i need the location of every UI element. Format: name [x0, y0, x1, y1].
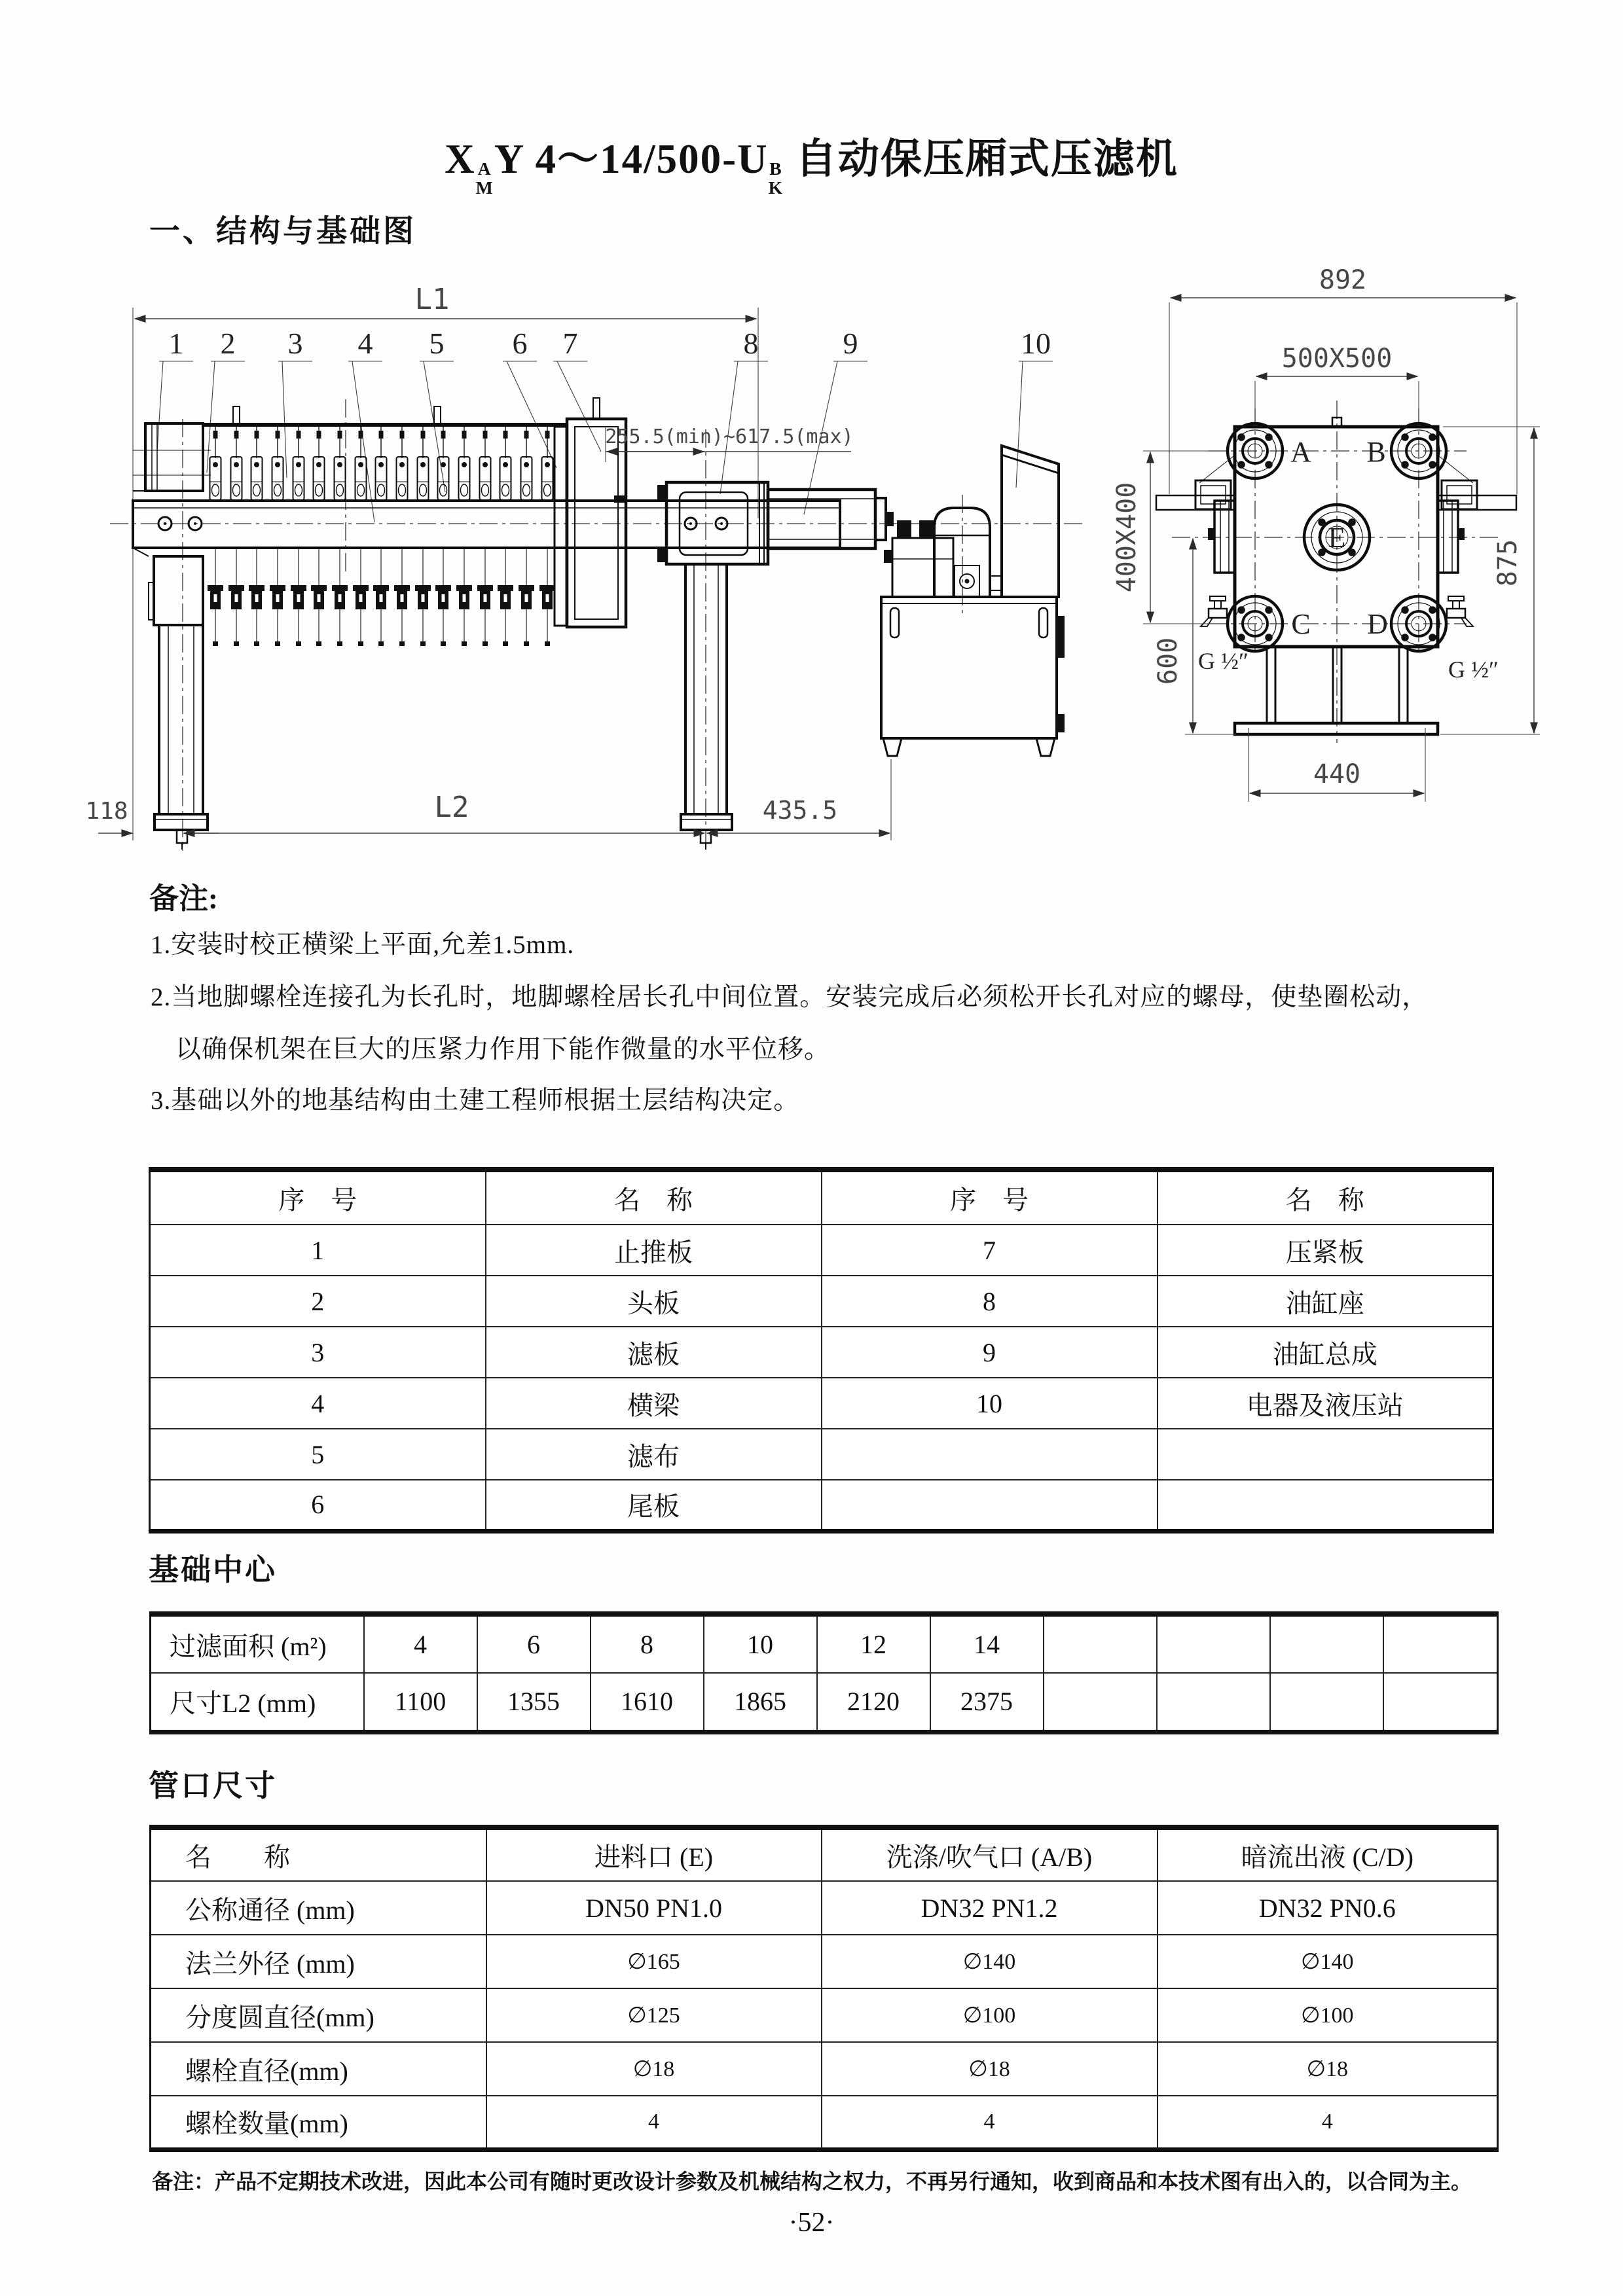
parts-row — [150, 1276, 1493, 1327]
cell: 4 — [364, 1614, 477, 1673]
hydraulic-station — [881, 446, 1065, 756]
cell: 4 — [1158, 2096, 1498, 2149]
page-title — [0, 126, 1623, 198]
side-view — [85, 283, 1087, 851]
tank-door-handle — [1039, 608, 1048, 637]
section-heading: 一、结构与基础图 — [149, 215, 416, 249]
col-header: 暗流出液 (C/D) — [1158, 1827, 1498, 1881]
note-1: 1.安装时校正横梁上平面,允差1.5mm. — [151, 931, 575, 959]
cell: 10 — [704, 1614, 817, 1673]
foundation-table — [149, 1611, 1499, 1734]
cell: 1355 — [477, 1673, 591, 1732]
parts-row — [150, 1327, 1493, 1378]
title-stack-2: B K — [768, 158, 784, 198]
cell: 尾板 — [486, 1480, 822, 1531]
parts-row — [150, 1225, 1493, 1276]
cell — [1383, 1614, 1498, 1673]
cell: 1610 — [591, 1673, 704, 1732]
pipes-header-row — [151, 1827, 1498, 1881]
cell — [1157, 1673, 1270, 1732]
parts-row — [150, 1378, 1493, 1429]
dim-118: 118 — [85, 798, 128, 825]
foundation-legs — [1235, 647, 1438, 734]
cell: 1 — [150, 1225, 486, 1276]
title-model-mid: Y 4～14/500-U — [494, 136, 769, 182]
foundation-view — [1112, 265, 1540, 802]
dim-500x500: 500X500 — [1281, 344, 1393, 374]
cell: 横梁 — [486, 1378, 822, 1429]
cell: 头板 — [486, 1276, 822, 1327]
row-label: 公称通径 (mm) — [151, 1881, 486, 1935]
cell: 4 — [150, 1378, 486, 1429]
row-label: 螺栓数量(mm) — [151, 2096, 486, 2149]
cell: DN32 PN1.2 — [822, 1881, 1158, 1935]
front-leg — [155, 625, 208, 850]
foundation-row — [151, 1614, 1498, 1673]
svg-text:8: 8 — [743, 327, 759, 360]
dim-600: 600 — [1153, 637, 1183, 685]
col-header: 进料口 (E) — [486, 1827, 822, 1881]
dim-400x400: 400X400 — [1112, 482, 1142, 593]
rear-leg — [681, 564, 732, 850]
svg-text:6: 6 — [512, 327, 528, 360]
cell: 8 — [822, 1276, 1158, 1327]
cell — [1158, 1480, 1493, 1531]
cell: 12 — [817, 1614, 930, 1673]
svg-text:255.5(min)~617.5(max): 255.5(min)~617.5(max) — [605, 425, 854, 448]
cell: ∅18 — [1158, 2042, 1498, 2096]
parts-row — [150, 1429, 1493, 1480]
svg-text:7: 7 — [562, 327, 578, 360]
cell: 2375 — [930, 1673, 1044, 1732]
col-header: 序 号 — [150, 1170, 486, 1225]
row-label: 分度圆直径(mm) — [151, 1988, 486, 2042]
flange-label-C: C — [1291, 608, 1311, 640]
col-header: 洗涤/吹气口 (A/B) — [822, 1827, 1158, 1881]
g-half-left: G ½″ — [1198, 648, 1249, 674]
cell: 电器及液压站 — [1158, 1378, 1493, 1429]
title-model-x: X — [445, 136, 476, 182]
cell: DN32 PN0.6 — [1158, 1881, 1498, 1935]
structure-foundation-drawing — [0, 242, 1623, 880]
cell: ∅125 — [486, 1988, 822, 2042]
cell: 止推板 — [486, 1225, 822, 1276]
cell: 滤板 — [486, 1327, 822, 1378]
pipes-heading: 管口尺寸 — [149, 1769, 277, 1803]
dim-L1-text: L1 — [414, 283, 450, 316]
row-label: 尺寸L2 (mm) — [151, 1673, 364, 1732]
filter-cloths — [208, 548, 555, 646]
cell: ∅100 — [822, 1988, 1158, 2042]
cell — [1383, 1673, 1498, 1732]
col-header: 名 称 — [486, 1170, 822, 1225]
cell: ∅165 — [486, 1935, 822, 1988]
dim-L2: L2 — [434, 791, 469, 824]
row-label: 过滤面积 (m²) — [151, 1614, 364, 1673]
cell: 7 — [822, 1225, 1158, 1276]
cell — [822, 1480, 1158, 1531]
dim-875: 875 — [1493, 539, 1523, 587]
cell: 油缸座 — [1158, 1276, 1493, 1327]
cell: ∅18 — [486, 2042, 822, 2096]
cell: ∅18 — [822, 2042, 1158, 2096]
cell: 9 — [822, 1327, 1158, 1378]
col-header: 名 称 — [151, 1827, 486, 1881]
cell: 油缸总成 — [1158, 1327, 1493, 1378]
cell: ∅100 — [1158, 1988, 1498, 2042]
motor — [934, 508, 990, 597]
page-number: ·52· — [788, 2208, 835, 2238]
dim-435: 435.5 — [762, 796, 838, 825]
cell: 6 — [150, 1480, 486, 1531]
flange-label-A: A — [1290, 436, 1311, 468]
pipes-row — [151, 2042, 1498, 2096]
pipes-table — [149, 1825, 1499, 2152]
cell: 8 — [591, 1614, 704, 1673]
note-3: 3.基础以外的地基结构由土建工程师根据土层结构决定。 — [151, 1086, 800, 1115]
row-label: 螺栓直径(mm) — [151, 2042, 486, 2096]
svg-text:5: 5 — [429, 327, 445, 360]
footer-disclaimer: 备注：产品不定期技术改进，因此本公司有随时更改设计参数及机械结构之权力，不再另行通知，收到商品和本技术图有出入的，以合同为主。 — [152, 2170, 1472, 2193]
cell: 滤布 — [486, 1429, 822, 1480]
flange-label-D: D — [1367, 608, 1388, 640]
control-cabinet — [1002, 446, 1059, 597]
cell: 2120 — [817, 1673, 930, 1732]
g-half-right: G ½″ — [1448, 656, 1499, 683]
cell: 3 — [150, 1327, 486, 1378]
parts-header-row — [150, 1170, 1493, 1225]
cell: 1865 — [704, 1673, 817, 1732]
tail-plate — [555, 427, 566, 626]
cell — [822, 1429, 1158, 1480]
cell: 6 — [477, 1614, 591, 1673]
pipes-row — [151, 2096, 1498, 2149]
cell — [1270, 1673, 1383, 1732]
hydraulic-cylinder — [768, 490, 894, 548]
cell: ∅140 — [822, 1935, 1158, 1988]
foundation-heading: 基础中心 — [149, 1553, 277, 1587]
cell: 14 — [930, 1614, 1044, 1673]
note-2: 2.当地脚螺栓连接孔为长孔时，地脚螺栓居长孔中间位置。安装完成后必须松开长孔对应的螺母，使垫圈松动， — [151, 983, 1429, 1011]
foundation-dims — [1112, 265, 1540, 802]
foundation-row — [151, 1673, 1498, 1732]
dim-892: 892 — [1319, 265, 1367, 295]
title-stack-1: A M — [475, 158, 494, 198]
parts-table — [149, 1167, 1494, 1534]
cell — [1157, 1614, 1270, 1673]
cell: 4 — [486, 2096, 822, 2149]
cell: 压紧板 — [1158, 1225, 1493, 1276]
svg-text:9: 9 — [843, 327, 858, 360]
cell: 10 — [822, 1378, 1158, 1429]
col-header: 名 称 — [1158, 1170, 1493, 1225]
pipes-row — [151, 1881, 1498, 1935]
cell: 1100 — [364, 1673, 477, 1732]
row-label: 法兰外径 (mm) — [151, 1935, 486, 1988]
svg-text:4: 4 — [357, 327, 373, 360]
cell: ∅140 — [1158, 1935, 1498, 1988]
pipes-row — [151, 1935, 1498, 1988]
parts-row — [150, 1480, 1493, 1531]
dim-440: 440 — [1313, 759, 1361, 789]
notes-label: 备注: — [149, 882, 218, 915]
main-beam — [133, 501, 840, 548]
svg-text:3: 3 — [287, 327, 303, 360]
title-machine-name: 自动保压厢式压滤机 — [784, 136, 1178, 182]
flange-label-E: E — [1328, 522, 1346, 554]
pipes-row — [151, 1988, 1498, 2042]
valve-block — [892, 538, 953, 597]
cell: 5 — [150, 1429, 486, 1480]
flange-label-B: B — [1366, 436, 1386, 468]
tank-door-handle — [890, 608, 899, 637]
cell — [1158, 1429, 1493, 1480]
svg-text:10: 10 — [1021, 327, 1051, 360]
svg-text:1: 1 — [168, 327, 184, 360]
cell — [1044, 1673, 1157, 1732]
cell: DN50 PN1.0 — [486, 1881, 822, 1935]
note-2-cont: 以确保机架在巨大的压紧力作用下能作微量的水平位移。 — [175, 1035, 831, 1064]
svg-text:2: 2 — [220, 327, 236, 360]
cell — [1044, 1614, 1157, 1673]
cell: 4 — [822, 2096, 1158, 2149]
cell — [1270, 1614, 1383, 1673]
cell: 2 — [150, 1276, 486, 1327]
col-header: 序 号 — [822, 1170, 1158, 1225]
